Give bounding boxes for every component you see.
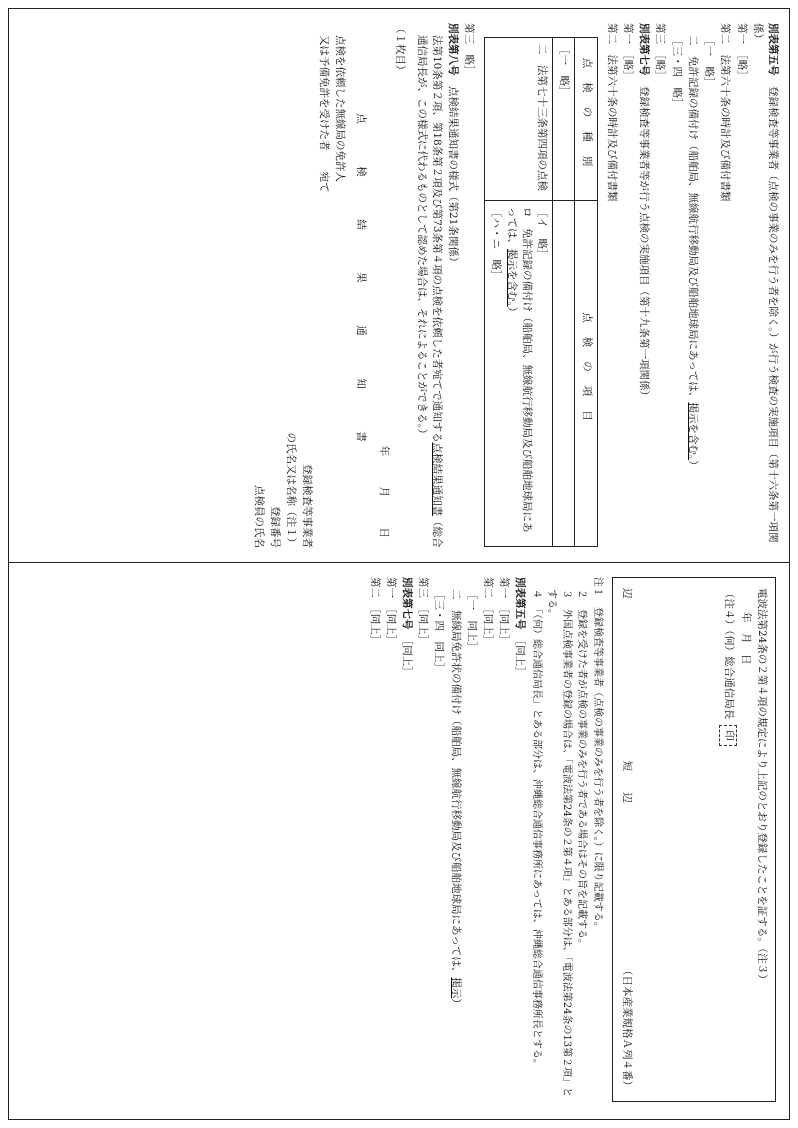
- b5-text: 登録検査等事業者（点検の事業のみを行う者を除く。）が行う検査の実施項目（第十六条第一項関係）: [751, 23, 779, 543]
- b5-heading-current: [512, 577, 527, 1102]
- header-item: 点検の項目: [575, 201, 597, 547]
- addressee-line1: 点検を依頼した無線局の免許人: [333, 35, 346, 182]
- paper-size: （日本産業規格Ａ列４番）: [621, 965, 634, 1091]
- b7-item2-current: 第二 ［同上］: [368, 577, 381, 646]
- b7-item2: 第二 法第六十条の時計及び備付書類: [605, 23, 618, 202]
- table-header-row: [575, 38, 597, 547]
- b8-title: 別表第八号: [447, 23, 460, 76]
- notice-date: 年 月 日: [378, 445, 391, 548]
- b8-text-body: 法第10条第２項、第18条第２項及び第73条第４項の点検を依頼した者宛てで通知する: [430, 35, 443, 443]
- b7-title-current: 別表第七号: [400, 577, 413, 630]
- current-section: [8, 563, 790, 1116]
- amended-section: [8, 9, 790, 562]
- b8-heading: [445, 23, 460, 548]
- b8-text-underlined: 点検結果通知書: [430, 442, 443, 517]
- table-row: [553, 38, 575, 547]
- b5-item2: 第二 法第六十条の時計及び備付書類: [719, 23, 732, 202]
- cert-bureau: （注４）（何）総合通信局長: [722, 588, 735, 720]
- row1-item: [553, 201, 575, 547]
- row2-item-b-text: ロ 免許記録の備付け（船舶局、無線航行移動局及び船舶地球局にあっては、: [505, 207, 533, 533]
- header-kind: 点検の種別: [575, 38, 597, 201]
- b5-sub3-current: ［三・四 同上］: [433, 589, 446, 673]
- note-1: 注１ 登録検査等事業者（点検の事業のみを行う者を除く。）に限り記載する。: [592, 577, 603, 932]
- b7-heading-current: [399, 577, 414, 1102]
- b5-sub3: ［三・四 略］: [670, 35, 683, 109]
- certificate-box: [612, 577, 776, 1102]
- row1-kind: ［一 略］: [553, 38, 575, 201]
- current-rotated-content: [8, 563, 790, 1116]
- amended-rotated-content: [8, 9, 790, 562]
- b7-title: 別表第七号: [638, 23, 651, 76]
- inspection-table: [484, 37, 597, 547]
- cert-footer: [619, 588, 634, 1091]
- notice-form: [250, 23, 407, 548]
- b7-item3: 第三 略］: [463, 23, 476, 76]
- b7-item1-current: 第一 ［同上］: [384, 577, 397, 646]
- b7-heading: [636, 23, 651, 548]
- b5-sub1: ［一 略］: [703, 35, 716, 88]
- b5-sub2: [685, 23, 700, 548]
- b7-same: ［同上］: [400, 640, 413, 677]
- row2-item-b: [504, 207, 534, 540]
- row2-item: [485, 201, 553, 547]
- b5-sub2-current-text: 二 無線局免許状の備付け（船舶局、無線航行移動局及び船舶地球局にあっては、: [449, 589, 462, 978]
- b5-sub2-underlined: 掲示を含む。: [686, 402, 699, 461]
- b5-sub1-current: ［一 同上］: [465, 589, 478, 652]
- row2-item-b-close: ）: [505, 306, 518, 318]
- b7-item1: 第一 ［略］: [622, 23, 635, 81]
- sheet-label: （１枚目）: [394, 23, 407, 76]
- b5-item3-current: 第三 ［同上］: [417, 577, 430, 646]
- b5-item2-current: 第二 ［同上］: [482, 577, 495, 646]
- b5-sub2-current-underlined: 掲示: [449, 977, 462, 999]
- row2-item-c: ［ハ・ニ 略］: [490, 207, 503, 281]
- b5-sub2-current: [447, 577, 462, 1102]
- row2-item-a: ［イ 略］: [536, 207, 549, 260]
- edge-label: 辺: [621, 588, 634, 599]
- b5-sub2-close: ）: [686, 460, 699, 471]
- table-row: [485, 38, 553, 547]
- notice-title: 点 検 結 果 通 知 書: [354, 113, 367, 458]
- sender-line2: の氏名又は名称（注１）: [285, 432, 298, 548]
- b5-same: ［同上］: [514, 640, 527, 677]
- b5-sub2-current-close: ）: [449, 998, 462, 1009]
- b8-text: [413, 23, 443, 548]
- b5-heading: [750, 23, 780, 548]
- note-2: ２ 登録を受けた者が点検の事業のみを行う者である場合はその旨を記載する。: [576, 589, 588, 949]
- b7-text: 登録検査等事業者等が行う点検の実施項目（第十九条第一項関係）: [638, 86, 651, 401]
- cert-bureau-line: [719, 588, 736, 1091]
- b8-text-tail: （総合通信局長が、この様式に代わるものとして認めた場合は、それによることができる。）: [415, 35, 443, 548]
- b5-item1: 第一 ［略］: [735, 23, 748, 81]
- b8-subtitle: 点検結果通知書の様式（第21条関係）: [447, 86, 460, 268]
- seal-mark: 印: [719, 725, 736, 746]
- b5-item1-current: 第一 ［同上］: [498, 577, 511, 646]
- sender-line4: 点検員の氏名: [252, 485, 265, 548]
- short-edge-label: 短 辺: [621, 760, 634, 803]
- row2-item-b-underlined: 掲示を含む。: [505, 249, 518, 307]
- cert-date: 年 月 日: [739, 612, 752, 665]
- addressee-line2: 又は予備免許を受けた者 宛て: [317, 35, 330, 193]
- note-4: ４ 「（何）総合通信局長」とある部分は、沖縄総合通信事務所にあっては、沖縄総合通信事務所長とする。: [531, 589, 542, 1069]
- b5-sub2-text: 二 免許記録の備付け（船舶局、無線航行移動局及び船舶地球局にあっては、: [686, 35, 699, 403]
- cert-text: 電波法第24条の２第４項の規定により上記のとおり登録したことを証する。（注３）: [756, 588, 768, 985]
- row2-kind: 二 法第七十三条第四項の点検: [485, 38, 553, 201]
- b5-item3: 第三 ［略］: [654, 23, 667, 81]
- b5-title: 別表第五号: [767, 23, 779, 76]
- sender-line1: 登録検査等事業者: [301, 464, 314, 548]
- sender-line3: 登録番号: [268, 506, 281, 548]
- b5-title-current: 別表第五号: [514, 577, 527, 630]
- note-3: ３ 外国点検事業者の登録の場合は、「電波法第24条の２第４項」とある部分は、「電波法第24条の13第２項」とする。: [546, 589, 572, 1098]
